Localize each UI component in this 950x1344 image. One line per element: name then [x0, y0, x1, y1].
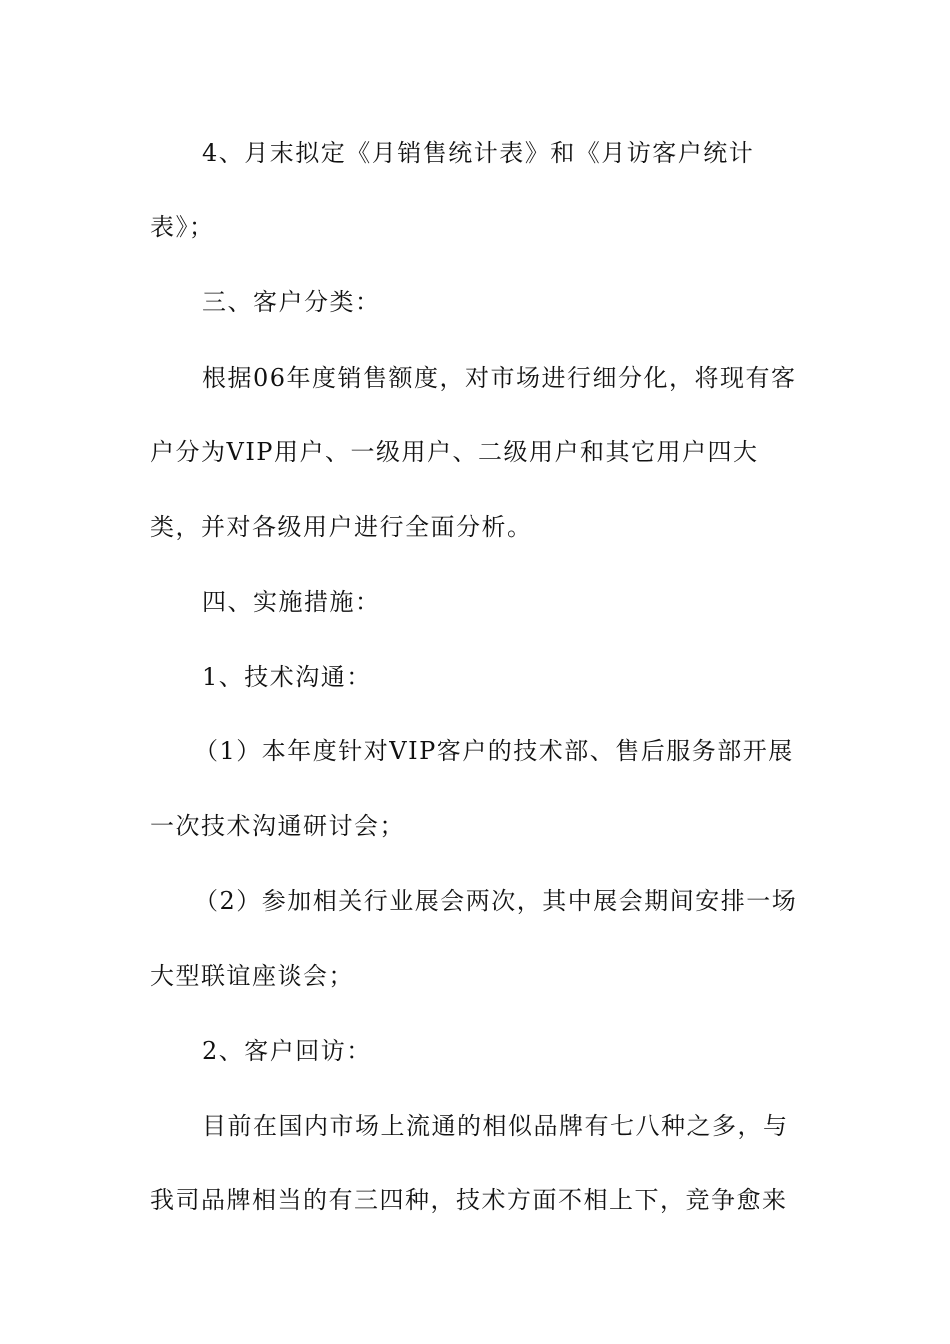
paragraph-line: 目前在国内市场上流通的相似品牌有七八种之多，与: [202, 1112, 789, 1140]
paragraph-line: 我司品牌相当的有三四种，技术方面不相上下，竞争愈来: [150, 1186, 788, 1214]
paragraph-line: （1）本年度针对VIP客户的技术部、售后服务部开展: [194, 737, 794, 765]
subsection-heading: 2、客户回访：: [202, 1037, 372, 1065]
section-heading: 三、客户分类：: [202, 288, 381, 316]
paragraph-line: 4、月末拟定《月销售统计表》和《月访客户统计: [202, 139, 755, 167]
paragraph-line: 表》；: [150, 213, 215, 241]
paragraph-line: 户分为VIP用户、一级用户、二级用户和其它用户四大: [150, 438, 759, 466]
paragraph-line: 类，并对各级用户进行全面分析。: [150, 513, 533, 541]
paragraph-line: （2）参加相关行业展会两次，其中展会期间安排一场: [194, 887, 798, 915]
paragraph-line: 大型联谊座谈会；: [150, 962, 354, 990]
section-heading: 四、实施措施：: [202, 588, 381, 616]
subsection-heading: 1、技术沟通：: [202, 663, 372, 691]
paragraph-line: 根据06年度销售额度，对市场进行细分化，将现有客: [202, 364, 797, 392]
paragraph-line: 一次技术沟通研讨会；: [150, 812, 405, 840]
